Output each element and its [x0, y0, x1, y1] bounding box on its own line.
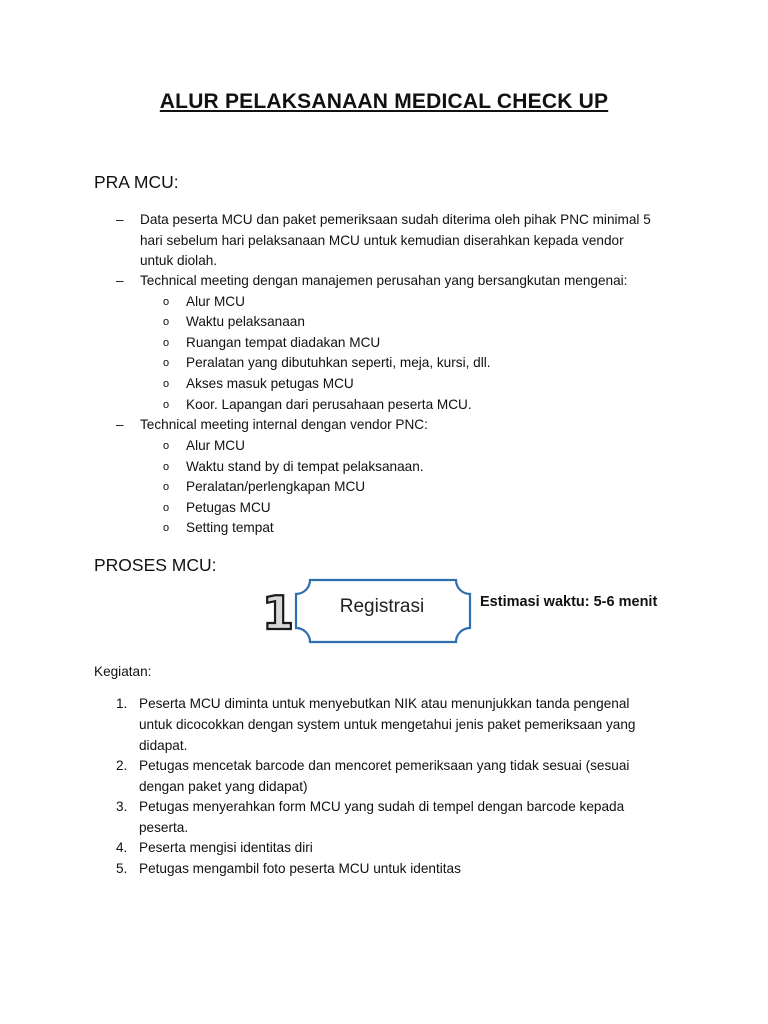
- sub-list-item-text: Waktu stand by di tempat pelaksanaan.: [186, 459, 424, 474]
- pra-mcu-item-text: Technical meeting dengan manajemen perusahan yang bersangkutan mengenai:: [140, 273, 628, 288]
- sub-list-item-text: Setting tempat: [186, 520, 274, 535]
- kegiatan-list-item: [116, 859, 676, 880]
- circle-bullet-icon: o: [163, 337, 170, 349]
- pra-mcu-item: [94, 210, 694, 272]
- page-title: ALUR PELAKSANAAN MEDICAL CHECK UP: [159, 90, 609, 113]
- sub-list-item-text: Akses masuk petugas MCU: [186, 376, 354, 391]
- circle-bullet-icon: o: [163, 357, 170, 369]
- pra-mcu-item-text: Data peserta MCU dan paket pemeriksaan sudah diterima oleh pihak PNC minimal 5 hari sebelum hari pelaksanaan MCU untuk kemudian diserahkan kepada vendor untuk diolah.: [140, 212, 651, 268]
- kegiatan-list-item: [116, 838, 676, 859]
- sub-list-item-text: Peralatan yang dibutuhkan seperti, meja, kursi, dll.: [186, 355, 491, 370]
- kegiatan-list-item-text: Petugas mencetak barcode dan mencoret pemeriksaan yang tidak sesuai (sesuai dengan paket yang didapat): [139, 758, 630, 794]
- sub-list-item-text: Alur MCU: [186, 438, 245, 453]
- list-number: 3.: [116, 799, 128, 814]
- dash-marker: –: [116, 273, 124, 288]
- kegiatan-list-item-text: Petugas menyerahkan form MCU yang sudah di tempel dengan barcode kepada peserta.: [139, 799, 625, 835]
- sub-list-item-text: Waktu pelaksanaan: [186, 314, 305, 329]
- kegiatan-list-item: [116, 694, 676, 757]
- step-number: 1: [262, 586, 295, 640]
- list-number: 1.: [116, 696, 128, 711]
- circle-bullet-icon: o: [163, 440, 170, 452]
- sub-list-item-text: Alur MCU: [186, 294, 245, 309]
- list-number: 4.: [116, 840, 128, 855]
- kegiatan-list-item-text: Petugas mengambil foto peserta MCU untuk identitas: [139, 861, 461, 876]
- kegiatan-list-item: [116, 756, 676, 798]
- circle-bullet-icon: o: [163, 481, 170, 493]
- circle-bullet-icon: o: [163, 522, 170, 534]
- pra-mcu-item: [94, 271, 694, 291]
- pra-mcu-heading: PRA MCU:: [94, 172, 179, 192]
- estimasi-waktu: Estimasi waktu: 5-6 menit: [480, 594, 658, 610]
- circle-bullet-icon: o: [163, 378, 170, 390]
- circle-bullet-icon: o: [163, 399, 170, 411]
- circle-bullet-icon: o: [163, 502, 170, 514]
- proses-mcu-heading: PROSES MCU:: [94, 555, 217, 575]
- circle-bullet-icon: o: [163, 461, 170, 473]
- sub-list-item-text: Koor. Lapangan dari perusahaan peserta MCU.: [186, 397, 472, 412]
- registrasi-step: [262, 578, 682, 648]
- kegiatan-label: Kegiatan:: [94, 664, 152, 679]
- step-label: Registrasi: [339, 596, 425, 617]
- circle-bullet-icon: o: [163, 296, 170, 308]
- kegiatan-list-item-text: Peserta mengisi identitas diri: [139, 840, 313, 855]
- sub-list-item-text: Peralatan/perlengkapan MCU: [186, 479, 366, 494]
- kegiatan-list-item-text: Peserta MCU diminta untuk menyebutkan NIK atau menunjukkan tanda pengenal untuk dicocokkan dengan system untuk mengetahui jenis paket pemeriksaan yang didapat.: [139, 696, 636, 753]
- pra-mcu-item: [94, 415, 694, 435]
- dash-marker: –: [116, 417, 124, 432]
- pra-mcu-item-text: Technical meeting internal dengan vendor PNC:: [140, 417, 428, 432]
- list-number: 5.: [116, 861, 128, 876]
- circle-bullet-icon: o: [163, 316, 170, 328]
- kegiatan-list-item: [116, 797, 676, 839]
- sub-list-item-text: Petugas MCU: [186, 500, 271, 515]
- list-number: 2.: [116, 758, 128, 773]
- dash-marker: –: [116, 212, 124, 227]
- sub-list-item-text: Ruangan tempat diadakan MCU: [186, 335, 381, 350]
